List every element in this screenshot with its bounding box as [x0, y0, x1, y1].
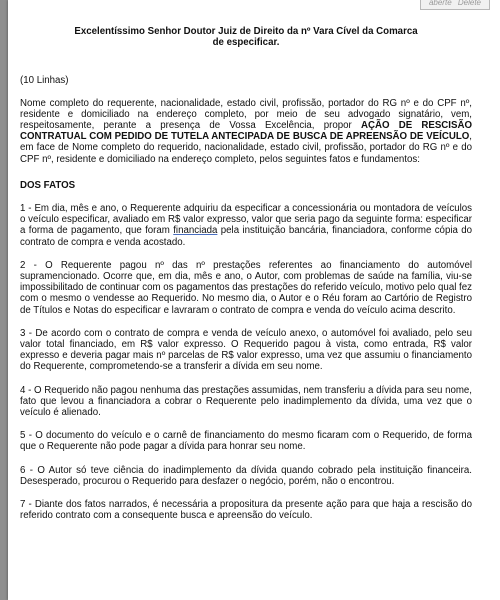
fact-paragraph-4: 4 - O Requerido não pagou nenhuma das prestações assumidas, nem transferiu a dívida para seu nome, fato que levou a financiadora a cobrar o Requerente pelo inadimplemento da dívida, uma vez que o veículo é alienado.	[20, 384, 472, 419]
fact-paragraph-3: 3 - De acordo com o contrato de compra e venda de veículo anexo, o automóvel foi avaliado, pelo seu valor total financiado, em R$ valor expresso. O Requerido pagou à vista, como entrada, R$ valor expresso e deveria pagar mais nº parcelas de R$ valor expresso, uma vez que assumiu o financiamento do Requerente, comprometendo-se a transferir a dívida em seu nome.	[20, 327, 472, 373]
toolbar-item-open[interactable]: aberte	[428, 0, 452, 7]
intro-continuation: , em face de Nome completo do requerido, nacionalidade, estado civil, profissão, portador do RG nº e do CPF nº, residente e domiciliado na endereço completo, pelos seguintes fatos e fundamentos:	[20, 131, 472, 165]
fact-paragraph-6: 6 - O Autor só teve ciência do inadimplemento da dívida quando cobrado pela instituição financeira. Desesperado, procurou o Requerido para desfazer o negócio, porém, não o encontrou.	[20, 464, 472, 487]
fact-1-text: 1 - Em dia, mês e ano, o Requerente adquiriu da especificar a concessionária ou montadora de veículos o veículo especificar, avaliado em R$ valor expresso, valor que seria pago da seguinte forma: especificar a forma de pagamento, que foram	[20, 203, 472, 237]
lines-note: (10 Linhas)	[20, 75, 69, 87]
title-line-1: Excelentíssimo Senhor Doutor Juiz de Direito da nº Vara Cível da Comarca	[74, 26, 418, 37]
intro-paragraph	[20, 98, 472, 165]
document-body	[20, 26, 472, 522]
document-page	[8, 0, 500, 600]
spellcheck-word-financiada[interactable]: financiada	[173, 225, 218, 237]
fact-paragraph-7: 7 - Diante dos fatos narrados, é necessária a propositura da presente ação para que haja a rescisão do referido contrato com a consequente busca e apreensão do veículo.	[20, 499, 472, 522]
fact-paragraph-2: 2 - O Requerente pagou nº das nº prestações referentes ao financiamento do automóvel supramencionado. Ocorre que, em dia, mês e ano, o Autor, com problemas de saúde na família, viu-se impossibilitado de continuar com os pagamentos das prestações do referido veículo, motivo pelo qual fez com o mesmo o vendesse ao Requerido. No mesmo dia, o Autor e o Réu foram ao Cartório de Registro de Títulos e Notas do especificar e lavraram o contrato de compra e venda do veículo acima descrito.	[20, 259, 472, 316]
intro-text: Nome completo do requerente, nacionalidade, estado civil, profissão, portador do RG nº e do CPF nº, residente e domiciliado na endereço completo, por meio de seu advogado signatário, vem, respeitosamente, perante a presença de Vossa Excelência, propor	[20, 97, 472, 132]
action-title: AÇÃO DE RESCISÃO CONTRATUAL COM PEDIDO DE TUTELA ANTECIPADA DE BUSCA DE APREENSÃO DE VEÍCULO	[20, 120, 472, 143]
floating-toolbar[interactable]	[420, 0, 490, 10]
fact-paragraph-5: 5 - O documento do veículo e o carnê de financiamento do mesmo ficaram com o Requerido, de forma que o Requerente não pode pagar a dívida para honrar seu nome.	[20, 430, 472, 453]
toolbar-item-delete[interactable]: Delete	[457, 0, 481, 7]
section-heading-facts: DOS FATOS	[20, 179, 76, 191]
document-title	[20, 26, 472, 48]
title-line-2: de especificar.	[212, 37, 280, 49]
fact-paragraph-1	[20, 203, 472, 248]
fact-1-continuation: pela instituição bancária, financiadora, conforme cópia do contrato de compra e venda acostado.	[20, 225, 473, 248]
